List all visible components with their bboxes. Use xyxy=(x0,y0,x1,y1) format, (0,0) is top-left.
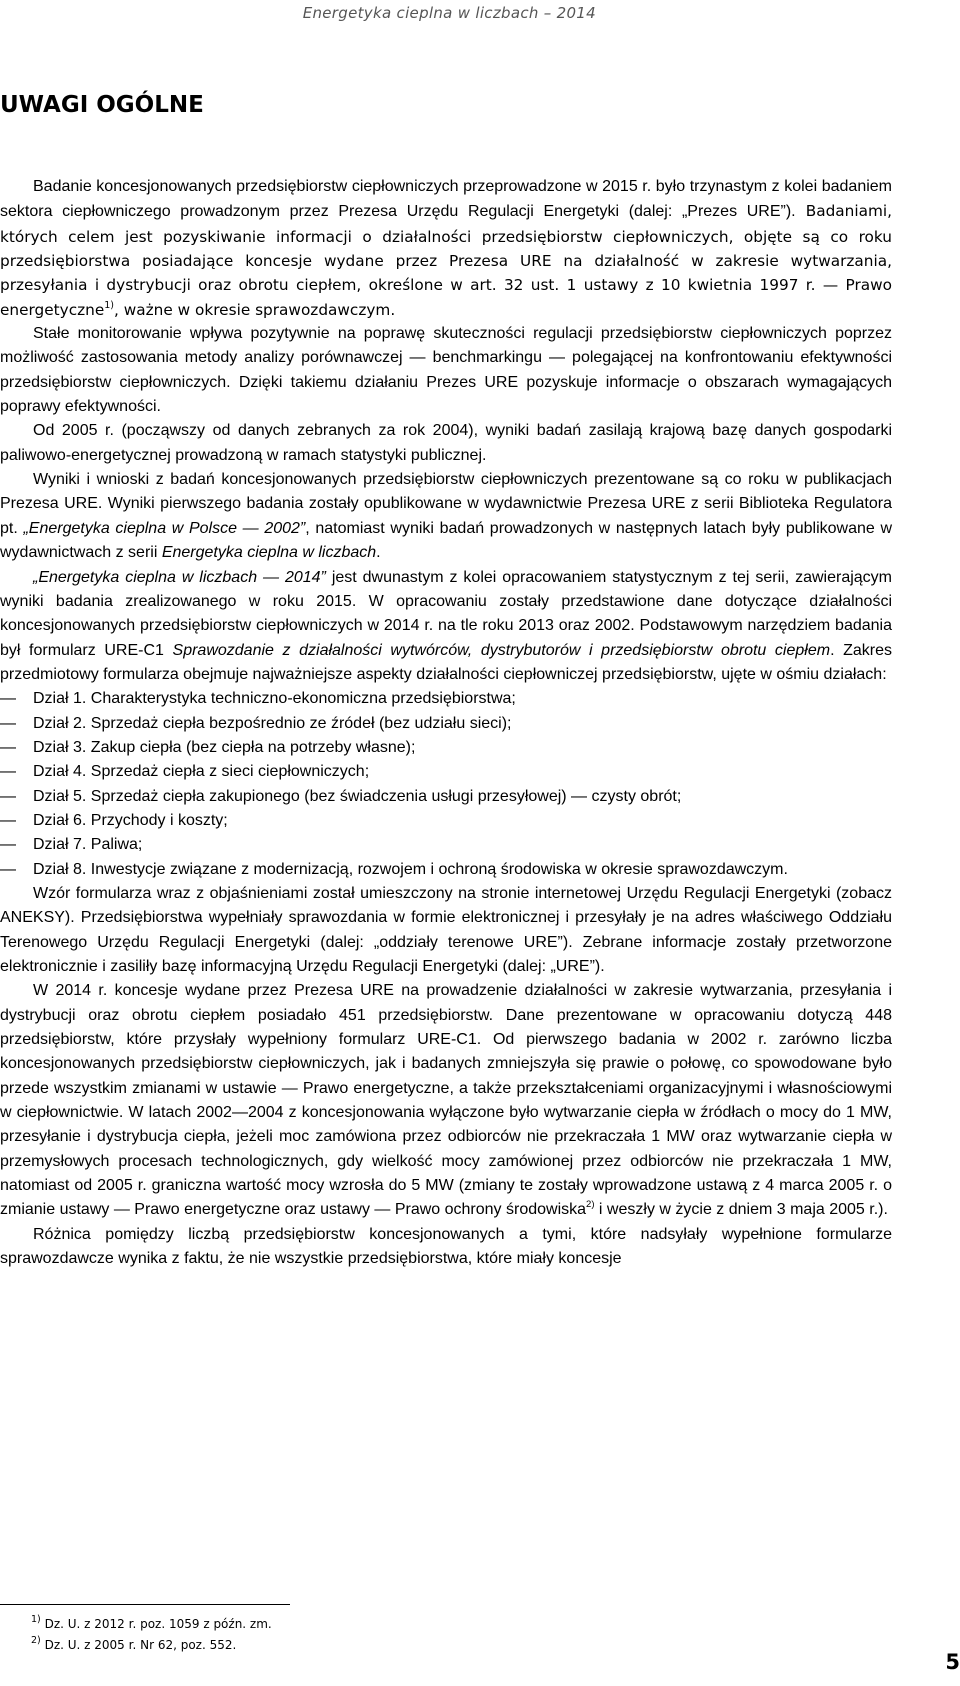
page-number: 5 xyxy=(945,1650,960,1674)
edition-text: jest dwunastym z kolei opracowaniem statystycznym z tej serii, zawierającym wyniki badania zrealizowanego w roku 2015. W opracowaniu zostały przedstawione dane dotyczące działalności koncesjonowanych przedsiębiorstw ciepłowniczych w 2014 r. na tle roku 2013 oraz 2002. Podstawowym narzędziem badania był formularz URE-C1 xyxy=(0,568,892,659)
footnote-1 xyxy=(31,1614,272,1635)
publication-title-2014: „Energetyka cieplna w liczbach — 2014” xyxy=(33,568,326,586)
paragraph-statistics: Od 2005 r. (począwszy od danych zebranych za rok 2004), wyniki badań zasilają krajową bazę danych gospodarki paliwowo-energetycznej prowadzoną w ramach statystyki publicznej. xyxy=(0,422,892,464)
paragraph-this-edition xyxy=(0,566,892,688)
paragraph-form-template: Wzór formularza wraz z objaśnieniami został umieszczony na stronie internetowej Urzędu Regulacji Energetyki (zobacz ANEKSY). Przedsiębiorstwa wypełniały sprawozdania w formie elektronicznej i przesyłały je na adres właściwego Oddziału Terenowego Urzędu Regulacji Energetyki (dalej: „oddziały terenowe URE”). Zebrane informacje zostały przetworzone elektronicznie i zasiliły bazę informacyjną Urzędu Regulacji Energetyki (dalej: „URE”). xyxy=(0,884,892,975)
list-item xyxy=(0,712,892,736)
paragraph-monitoring: Stałe monitorowanie wpływa pozytywnie na poprawę skuteczności regulacji przedsiębiorstw ciepłowniczych poprzez możliwość zastosowania metody analizy porównawczej — benchmarkingu — polegającej na konfrontowaniu efektywności przedsiębiorstw ciepłowniczych. Dzięki takiemu działaniu Prezes URE pozyskuje informacje o obszarach wymagających poprawy efektywności. xyxy=(0,325,892,416)
intro-text: Badaniami, których celem jest pozyskiwanie informacji o działalności przedsiębiorstw ciepłowniczych, objęte są co roku przedsiębiorstwa posiadające koncesje wydane przez Prezesa URE na działalność w zakresie wytwarzania, przesyłania i dystrybucji oraz obrotu ciepłem, określone w art. 32 ust. 1 ustawy z 10 kwietnia 1997 r. xyxy=(0,202,892,295)
footnote-separator xyxy=(0,1604,290,1605)
licences-text: W 2014 r. koncesje wydane przez Prezesa URE na prowadzenie działalności w zakresie wytwarzania, przesyłania i dystrybucji oraz obrotu ciepłem posiadało 451 przedsiębiorstw. Dane prezentowane w opracowaniu dotyczą 448 przedsiębiorstw, które przysłały wypełniony formularz URE-C1. Od pierwszego badania w 2002 r. zarówno liczba koncesjonowanych przedsiębiorstw ciepłowniczych, jak i badanych zmniejszyła się prawie o połowę, co spowodowane było przede wszystkim zmianami w ustawie — Prawo energetyczne, a także przekształceniami organizacyjnymi i własnościowymi w ciepłownictwie. W latach 2002—2004 z koncesjonowania wyłączone było wytwarzanie ciepła w źródłach o mocy do 1 MW, przesyłanie i dystrybucja ciepła, jeżeli moc zamówiona przez odbiorców nie przekraczała 1 MW oraz wytwarzanie ciepła w przemysłowych procesach technologicznych, gdy wielkość mocy zamówionej przez odbiorców nie przekraczała 1 MW, natomiast od 2005 r. graniczna wartość mocy wzrosła do 5 MW (zmiany te zostały wprowadzone ustawą z 4 marca 2005 r. o zmianie ustawy — Prawo energetyczne oraz ustawy — Prawo ochrony środowiska xyxy=(0,982,892,1219)
publications-text: Wyniki i wnioski z badań koncesjonowanych przedsiębiorstw ciepłowniczych prezentowane są co roku w publikacjach Prezesa URE. Wyniki pierwszego badania zostały opublikowane w wydawnictwie Prezesa URE z serii Biblioteka Regulatora pt. xyxy=(0,471,892,537)
body-text xyxy=(0,174,892,1271)
list-item-text: Dział 8. Inwestycje związane z modernizacją, rozwojem i ochroną środowiska w okresie sprawozdawczym. xyxy=(33,860,788,878)
paragraph-intro xyxy=(0,174,892,322)
list-item xyxy=(0,858,892,882)
paragraph-publications xyxy=(0,468,892,565)
list-item-text: Dział 1. Charakterystyka techniczno-ekonomiczna przedsiębiorstwa; xyxy=(33,690,516,708)
list-item xyxy=(0,736,892,760)
list-dash: — xyxy=(0,836,16,854)
footnote-mark: 1) xyxy=(31,1614,41,1625)
publication-title-2002: „Energetyka cieplna w Polsce — 2002” xyxy=(23,519,306,537)
paragraph-difference: Różnica pomiędzy liczbą przedsiębiorstw koncesjonowanych a tymi, które nadsyłały wypełnione formularze sprawozdawcze wynika z faktu, że nie wszystkie przedsiębiorstwa, które miały koncesje xyxy=(0,1225,892,1268)
list-dash: — xyxy=(0,714,16,732)
list-item-text: Dział 7. Paliwa; xyxy=(33,836,143,854)
list-dash: — xyxy=(0,738,16,756)
list-item xyxy=(0,687,892,711)
list-dash: — xyxy=(0,690,16,708)
footnote-2 xyxy=(31,1635,272,1656)
list-dash: — xyxy=(0,860,16,878)
law-reference: — Prawo energetyczne xyxy=(0,276,892,319)
footnote-text: Dz. U. z 2005 r. Nr 62, poz. 552. xyxy=(40,1638,237,1652)
paragraph-licences-2014 xyxy=(0,979,892,1222)
footnotes xyxy=(31,1614,272,1656)
form-title: Sprawozdanie z działalności wytwórców, dystrybutorów i przedsiębiorstw obrotu ciepłem xyxy=(172,641,831,659)
footnote-ref-1: 1) xyxy=(104,299,115,311)
list-item-text: Dział 3. Zakup ciepła (bez ciepła na potrzeby własne); xyxy=(33,738,416,756)
list-dash: — xyxy=(0,811,16,829)
footnote-text: Dz. U. z 2012 r. poz. 1059 z późn. zm. xyxy=(40,1617,272,1631)
list-item xyxy=(0,785,892,809)
running-header: Energetyka cieplna w liczbach – 2014 xyxy=(302,4,596,22)
list-item-text: Dział 4. Sprzedaż ciepła z sieci ciepłowniczych; xyxy=(33,763,370,781)
intro-text-end: , ważne w okresie sprawozdawczym. xyxy=(114,300,396,319)
list-item xyxy=(0,833,892,857)
intro-sentence: Badanie koncesjonowanych przedsiębiorstw ciepłowniczych przeprowadzone w 2015 r. było trzynastym z kolei badaniem sektora ciepłowniczego prowadzonym przez Prezesa Urzędu Regulacji Energetyki (dalej: „Prezes URE”). xyxy=(0,178,892,221)
footnote-mark: 2) xyxy=(31,1635,41,1646)
list-dash: — xyxy=(0,763,16,781)
list-item-text: Dział 2. Sprzedaż ciepła bezpośrednio ze źródeł (bez udziału sieci); xyxy=(33,714,512,732)
publications-text-2: , natomiast wyniki badań prowadzonych w następnych latach były publikowane w wydawnictwach z serii xyxy=(0,519,893,562)
section-title: UWAGI OGÓLNE xyxy=(0,92,204,118)
footnote-ref-2: 2) xyxy=(586,1199,595,1211)
form-sections-list xyxy=(0,687,892,882)
list-dash: — xyxy=(0,787,16,805)
list-item-text: Dział 5. Sprzedaż ciepła zakupionego (bez świadczenia usługi przesyłowej) — czysty obrót; xyxy=(33,787,682,805)
list-item-text: Dział 6. Przychody i koszty; xyxy=(33,811,228,829)
series-title: Energetyka cieplna w liczbach xyxy=(161,544,377,562)
licences-text-end: i weszły w życie z dniem 3 maja 2005 r.). xyxy=(594,1201,888,1219)
list-item xyxy=(0,760,892,784)
edition-text-end: . Zakres przedmiotowy formularza obejmuje najważniejsze aspekty działalności ciepłowniczej przedsiębiorstw, ujęte w ośmiu działach: xyxy=(0,641,893,683)
publications-text-end: . xyxy=(376,544,381,562)
list-item xyxy=(0,809,892,833)
